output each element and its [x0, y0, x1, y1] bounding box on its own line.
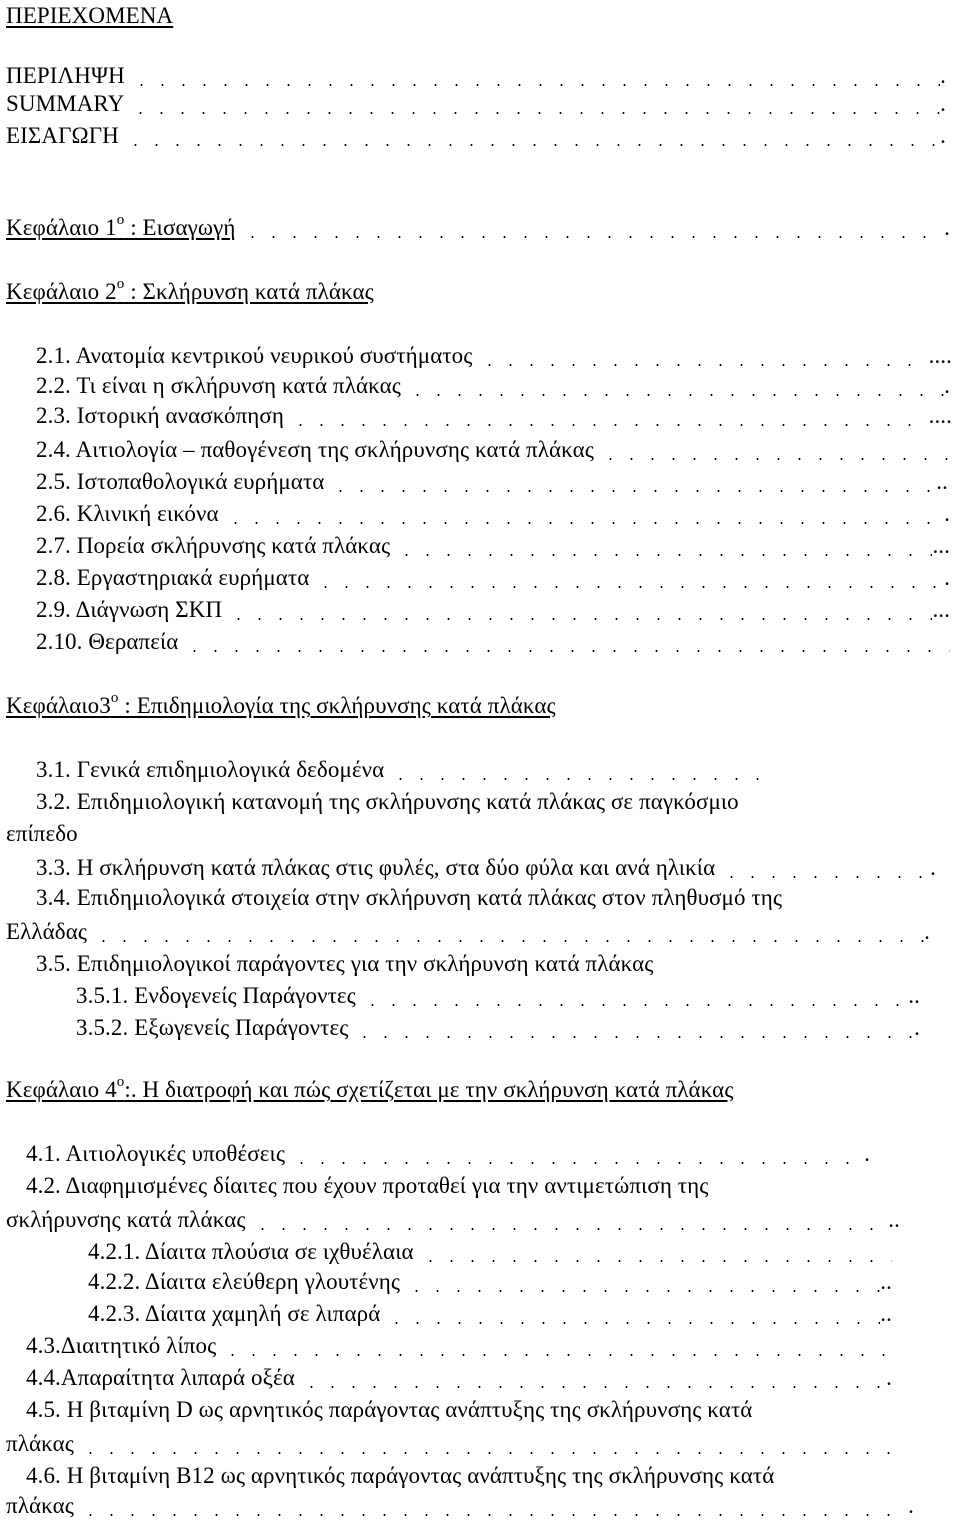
toc-entry-4-2-3 — [88, 1298, 892, 1330]
toc-entry-4-1 — [26, 1138, 870, 1170]
dot-leader — [236, 212, 945, 244]
toc-entry-end: .. — [880, 1269, 892, 1294]
toc-chapter-3 — [6, 690, 556, 722]
toc-entry-end: . — [944, 501, 950, 526]
toc-entry-label: σκλήρυνσης κατά πλάκας — [6, 1207, 246, 1232]
toc-entry-label: ΕΙΣΑΓΩΓΗ — [6, 123, 119, 148]
toc-entry-4-2-cont — [6, 1204, 900, 1236]
toc-entry-label: 2.8. Εργαστηριακά ευρήματα — [36, 565, 310, 590]
toc-entry-end: .... — [928, 403, 952, 428]
toc-entry-label: 4.3.Διαιτητικό λίπος — [26, 1333, 217, 1358]
toc-entry-label: πλάκας — [6, 1493, 74, 1518]
toc-entry-label: SUMMARY — [6, 91, 125, 116]
toc-entry-2-9 — [36, 594, 950, 626]
dot-leader — [87, 916, 924, 948]
toc-entry-3-2 — [36, 786, 739, 818]
chapter-heading: $K\varepsilon\varphi ά\lambda\alpha\iota o3^o$ : Επιδημιολογία της σκλήρυνσης κατά πλάκας — [6, 690, 556, 718]
toc-entry-label: 3.5. Επιδημιολογικοί παράγοντες για την σκλήρυνση κατά πλάκας — [36, 951, 654, 976]
toc-chapter-1 — [6, 212, 950, 244]
toc-entry-end: . — [930, 855, 936, 880]
toc-entry-label: 3.2. Επιδημιολογική κατανομή της σκλήρυνσης κατά πλάκας σε παγκόσμιο — [36, 789, 739, 814]
toc-entry-label: 2.1. Ανατομία κεντρικού νευρικού συστήματος — [36, 343, 473, 368]
toc-entry-4-2-1 — [88, 1236, 892, 1268]
dot-leader — [401, 370, 944, 402]
toc-entry-label: 4.4.Απαραίτητα λιπαρά οξέα — [26, 1365, 295, 1390]
toc-entry-2-8 — [36, 562, 950, 594]
toc-entry-label: 4.1. Αιτιολογικές υποθέσεις — [26, 1141, 286, 1166]
toc-entry-3-3 — [36, 852, 936, 884]
dot-leader — [473, 340, 929, 372]
toc-entry-label: 3.1. Γενικά επιδημιολογικά δεδομένα — [36, 757, 385, 782]
toc-entry-3-4 — [36, 882, 782, 914]
toc-entry-end: .... — [928, 343, 952, 368]
toc-entry-3-1 — [36, 754, 760, 786]
toc-entry-label: 2.5. Ιστοπαθολογικά ευρήματα — [36, 469, 325, 494]
toc-entry-end: .. — [936, 469, 948, 494]
toc-entry-4-6-cont — [6, 1490, 914, 1522]
toc-entry-intro — [6, 120, 946, 152]
toc-entry-label: 2.7. Πορεία σκλήρυνσης κατά πλάκας — [36, 533, 391, 558]
chapter-heading: Κεφάλαιο $4^o$:. Η διατροφή και πώς σχετίζεται με την σκλήρυνση κατά πλάκας — [6, 1074, 734, 1102]
toc-entry-end: . — [940, 91, 946, 116]
toc-entry-end: .. — [908, 983, 920, 1008]
dot-leader — [400, 1266, 880, 1298]
dot-leader — [74, 1490, 908, 1522]
toc-entry-4-5-cont — [6, 1428, 896, 1460]
toc-entry-label: 4.5. Η βιταμίνη D ως αρνητικός παράγοντας ανάπτυξης της σκλήρυνσης κατά — [26, 1397, 753, 1422]
toc-entry-end: . — [924, 919, 930, 944]
toc-entry-label: 2.9. Διάγνωση ΣΚΠ — [36, 597, 223, 622]
dot-leader — [324, 466, 936, 498]
toc-entry-label: 4.2. Διαφημισμένες δίαιτες που έχουν προταθεί για την αντιμετώπιση της — [26, 1173, 709, 1198]
page-title — [6, 0, 173, 32]
toc-entry-end: . — [908, 1493, 914, 1518]
dot-leader — [124, 88, 940, 120]
toc-entry-4-2 — [26, 1170, 708, 1202]
toc-entry-summary-en — [6, 88, 946, 120]
toc-entry-4-4 — [26, 1362, 892, 1394]
dot-leader — [414, 1236, 892, 1268]
toc-entry-label: 3.5.1. Ενδογενείς Παράγοντες — [76, 983, 356, 1008]
toc-chapter-2 — [6, 276, 374, 308]
toc-entry-end: .. — [880, 1301, 892, 1326]
dot-leader — [348, 1012, 914, 1044]
toc-entry-2-1 — [36, 340, 952, 372]
toc-entry-3-5-2 — [76, 1012, 920, 1044]
toc-entry-2-5 — [36, 466, 948, 498]
dot-leader — [222, 594, 932, 626]
toc-entry-label: 3.3. Η σκλήρυνση κατά πλάκας στις φυλές, στα δύο φύλα και ανά ηλικία — [36, 855, 716, 880]
chapter-heading: Κεφάλαιο $2^o$ : Σκλήρυνση κατά πλάκας — [6, 276, 374, 304]
dot-leader — [285, 1138, 864, 1170]
toc-entry-end: . — [944, 373, 950, 398]
dot-leader — [246, 1204, 889, 1236]
dot-leader — [216, 1330, 898, 1362]
toc-chapter-4 — [6, 1074, 734, 1106]
toc-entry-label: 2.6. Κλινική εικόνα — [36, 501, 219, 526]
dot-leader — [356, 980, 908, 1012]
dot-leader — [284, 400, 929, 432]
dot-leader — [119, 120, 940, 152]
toc-entry-label: Ελλάδας — [6, 919, 88, 944]
toc-entry-end: .. — [888, 1207, 900, 1232]
toc-entry-2-3 — [36, 400, 952, 432]
toc-entry-end: ... — [932, 597, 950, 622]
toc-entry-label: ΠΕΡΙΛΗΨΗ — [6, 63, 125, 88]
toc-entry-4-2-2 — [88, 1266, 892, 1298]
page-title-text: ΠΕΡΙΕΧΟΜΕΝΑ — [6, 3, 174, 28]
toc-entry-3-2-cont — [6, 818, 78, 850]
dot-leader — [219, 498, 944, 530]
toc-entry-end: . — [864, 1141, 870, 1166]
toc-entry-label: επίπεδο — [6, 821, 78, 846]
toc-entry-2-6 — [36, 498, 950, 530]
toc-entry-4-3 — [26, 1330, 898, 1362]
toc-entry-end: ... — [932, 533, 950, 558]
toc-entry-3-4-cont — [6, 916, 930, 948]
toc-entry-2-2 — [36, 370, 950, 402]
chapter-heading: Κεφάλαιο $1^o$ : Εισαγωγή — [6, 212, 236, 240]
toc-entry-3-5 — [36, 948, 653, 980]
toc-entry-4-5 — [26, 1394, 752, 1426]
toc-entry-2-10 — [36, 626, 950, 658]
toc-entry-end: . — [886, 1365, 892, 1390]
toc-entry-end: . — [914, 1015, 920, 1040]
toc-entry-end: . — [944, 215, 950, 240]
toc-entry-label: 3.4. Επιδημιολογικά στοιχεία στην σκλήρυνση κατά πλάκας στον πληθυσμό της — [36, 885, 783, 910]
dot-leader — [295, 1362, 886, 1394]
toc-entry-label: 2.10. Θεραπεία — [36, 629, 179, 654]
toc-entry-4-6 — [26, 1460, 774, 1492]
dot-leader — [74, 1428, 896, 1460]
toc-entry-label: 3.5.2. Εξωγενείς Παράγοντες — [76, 1015, 349, 1040]
dot-leader — [384, 754, 760, 786]
toc-entry-label: 2.4. Αιτιολογία – παθογένεση της σκλήρυνσης κατά πλάκας — [36, 437, 594, 462]
toc-entry-label: 4.2.1. Δίαιτα πλούσια σε ιχθυέλαια — [88, 1239, 414, 1264]
toc-entry-end: . — [940, 123, 946, 148]
toc-entry-2-7 — [36, 530, 950, 562]
toc-entry-end: . — [944, 565, 950, 590]
toc-entry-3-5-1 — [76, 980, 920, 1012]
toc-entry-label: 2.2. Τι είναι η σκλήρυνση κατά πλάκας — [36, 373, 401, 398]
dot-leader — [594, 434, 950, 466]
toc-entry-label: πλάκας — [6, 1431, 74, 1456]
toc-entry-end: . — [940, 63, 946, 88]
dot-leader — [715, 852, 930, 884]
dot-leader — [390, 530, 932, 562]
toc-entry-2-4 — [36, 434, 950, 466]
dot-leader — [309, 562, 944, 594]
dot-leader — [380, 1298, 880, 1330]
toc-entry-label: 4.6. Η βιταμίνη B12 ως αρνητικός παράγοντας ανάπτυξης της σκλήρυνσης κατά — [26, 1463, 775, 1488]
dot-leader — [178, 626, 950, 658]
toc-entry-label: 4.2.2. Δίαιτα ελεύθερη γλουτένης — [88, 1269, 401, 1294]
toc-entry-label: 2.3. Ιστορική ανασκόπηση — [36, 403, 285, 428]
toc-entry-label: 4.2.3. Δίαιτα χαμηλή σε λιπαρά — [88, 1301, 381, 1326]
